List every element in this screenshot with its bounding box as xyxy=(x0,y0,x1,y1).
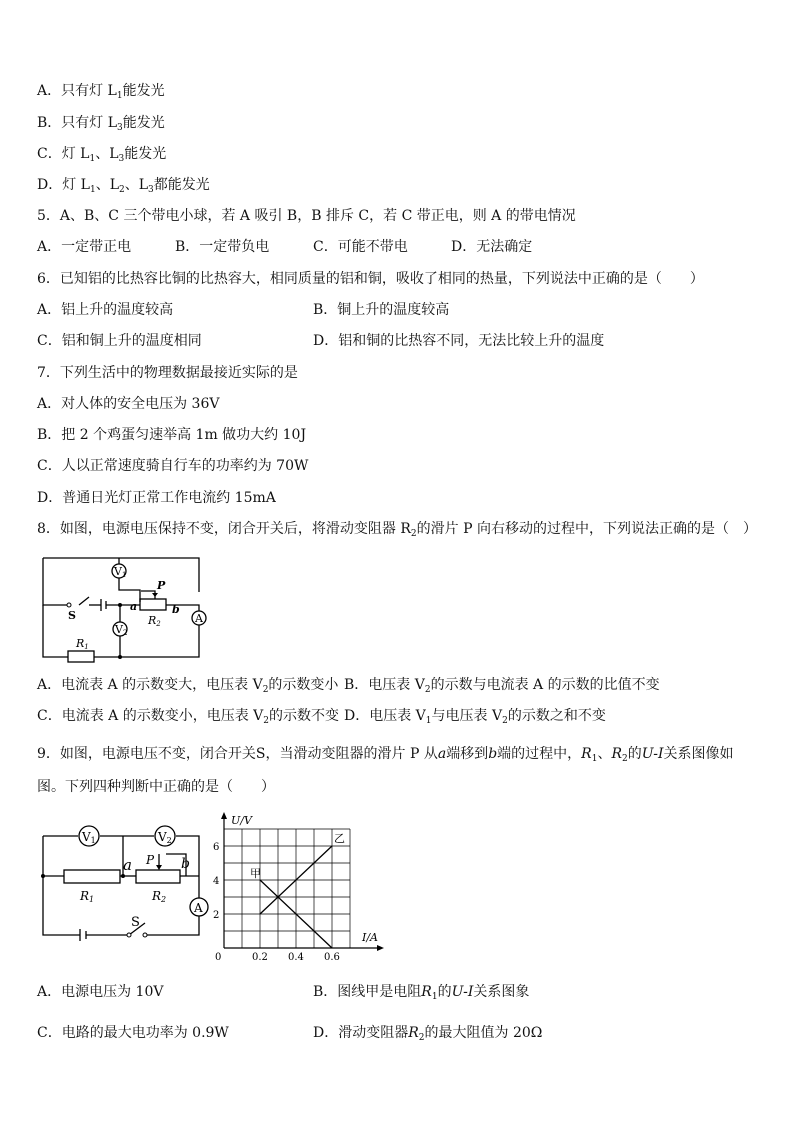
x-tick-label: 0.2 xyxy=(252,952,268,960)
q8-option-c: C．电流表 A 的示数变小，电压表 $V_2$的示数不变 xyxy=(37,708,340,726)
q7-option-d: D．普通日光灯正常工作电流约 15mA xyxy=(37,490,276,506)
q9-b-label: b xyxy=(181,856,190,872)
q4-option-a: A．只有灯 $L_1$能发光 xyxy=(37,83,165,101)
q6-option-a: A．铝上升的温度较高 xyxy=(37,302,174,318)
q8-circuit-diagram xyxy=(38,547,213,667)
q9-circuit-diagram xyxy=(38,820,214,945)
q9-stem-line1: 9．如图，电源电压不变，闭合开关S，当滑动变阻器的滑片 P 从a端移到b端的过程中，$R_1$、$R_2$的U-I关系图像如 xyxy=(37,746,734,764)
q8-r2-label: R2 xyxy=(148,614,161,628)
x-tick-label: 0.6 xyxy=(324,952,340,960)
q4-option-b: B．只有灯 $L_3$能发光 xyxy=(37,115,165,133)
q9-v2-label: V2 xyxy=(158,830,172,845)
y-tick-label: 2 xyxy=(213,910,220,921)
q9-switch-label: S xyxy=(131,915,140,930)
q8-option-d: D．电压表 $V_1$与电压表 $V_2$的示数之和不变 xyxy=(344,708,606,726)
q9-r2-label: R2 xyxy=(152,889,167,904)
q9-a-label: a xyxy=(123,856,132,874)
q9-option-c: C．电路的最大电功率为 0.9W xyxy=(37,1025,229,1041)
q9-option-d: D．滑动变阻器$R_2$的最大阻值为 20Ω xyxy=(313,1025,543,1043)
q8-switch-label: S xyxy=(68,609,76,622)
q9-p-label: P xyxy=(146,853,155,867)
q7-option-b: B．把 2 个鸡蛋匀速举高 1m 做功大约 10J xyxy=(37,427,307,443)
x-axis-arrow xyxy=(377,945,384,951)
q8-a-label: a xyxy=(130,600,138,613)
q5-option-d: D．无法确定 xyxy=(451,239,533,255)
q7-option-c: C．人以正常速度骑自行车的功率约为 70W xyxy=(37,458,309,474)
series-label-jia: 甲 xyxy=(250,867,261,880)
q8-ammeter-label: A xyxy=(195,612,203,625)
q6-option-d: D．铝和铜的比热容不同，无法比较上升的温度 xyxy=(313,333,605,349)
q6-option-b: B．铜上升的温度较高 xyxy=(313,302,450,318)
q9-ammeter-label: A xyxy=(194,901,203,915)
x-axis-label: I/A xyxy=(362,931,378,944)
q7-option-a: A．对人体的安全电压为 36V xyxy=(37,396,220,412)
q8-stem: 8．如图，电源电压保持不变，闭合开关后，将滑动变阻器 $R_2$的滑片 P 向右移动的过程中，下列说法正确的是（ ） xyxy=(37,521,757,539)
q5-option-b: B．一定带负电 xyxy=(175,239,270,255)
q8-b-label: b xyxy=(172,603,180,616)
q6-stem: 6．已知铝的比热容比铜的比热容大，相同质量的铝和铜，吸收了相同的热量，下列说法中正确的是（ ） xyxy=(37,271,704,287)
q8-v2-label: V2 xyxy=(115,623,128,637)
q8-r1-label: R1 xyxy=(76,637,89,651)
y-tick-label: 4 xyxy=(213,876,220,887)
q9-r1-label: R1 xyxy=(80,889,95,904)
q6-option-c: C．铝和铜上升的温度相同 xyxy=(37,333,202,349)
q5-stem: 5．A、B、C 三个带电小球，若 A 吸引 B，B 排斥 C，若 C 带正电，则 A 的带电情况 xyxy=(37,208,576,224)
series-label-yi: 乙 xyxy=(334,832,345,845)
q9-stem-line2: 图。下列四种判断中正确的是（ ） xyxy=(37,779,275,795)
q4-option-d: D．灯 $L_1$、$L_2$、$L_3$都能发光 xyxy=(37,177,210,195)
q8-p-label: P xyxy=(157,579,166,592)
q8-option-b: B．电压表 $V_2$的示数与电流表 A 的示数的比值不变 xyxy=(344,677,660,695)
q4-option-c: C．灯 $L_1$、$L_3$能发光 xyxy=(37,146,167,164)
q9-ui-chart xyxy=(210,810,390,960)
q8-option-a: A．电流表 A 的示数变大，电压表 $V_2$的示数变小 xyxy=(37,677,339,695)
y-axis-label: U/V xyxy=(231,814,252,827)
y-tick-label: 6 xyxy=(213,842,220,853)
q8-v1-label: V1 xyxy=(114,565,127,579)
q5-option-c: C．可能不带电 xyxy=(313,239,408,255)
q9-option-a: A．电源电压为 10V xyxy=(37,984,164,1000)
q5-option-a: A．一定带正电 xyxy=(37,239,132,255)
q9-v1-label: V1 xyxy=(82,830,96,845)
x-tick-label: 0 xyxy=(215,952,222,960)
q7-stem: 7．下列生活中的物理数据最接近实际的是 xyxy=(37,365,298,381)
x-tick-label: 0.4 xyxy=(288,952,304,960)
q9-option-b: B．图线甲是电阻$R_1$的U-I关系图象 xyxy=(313,984,530,1002)
y-axis-arrow xyxy=(221,812,227,819)
